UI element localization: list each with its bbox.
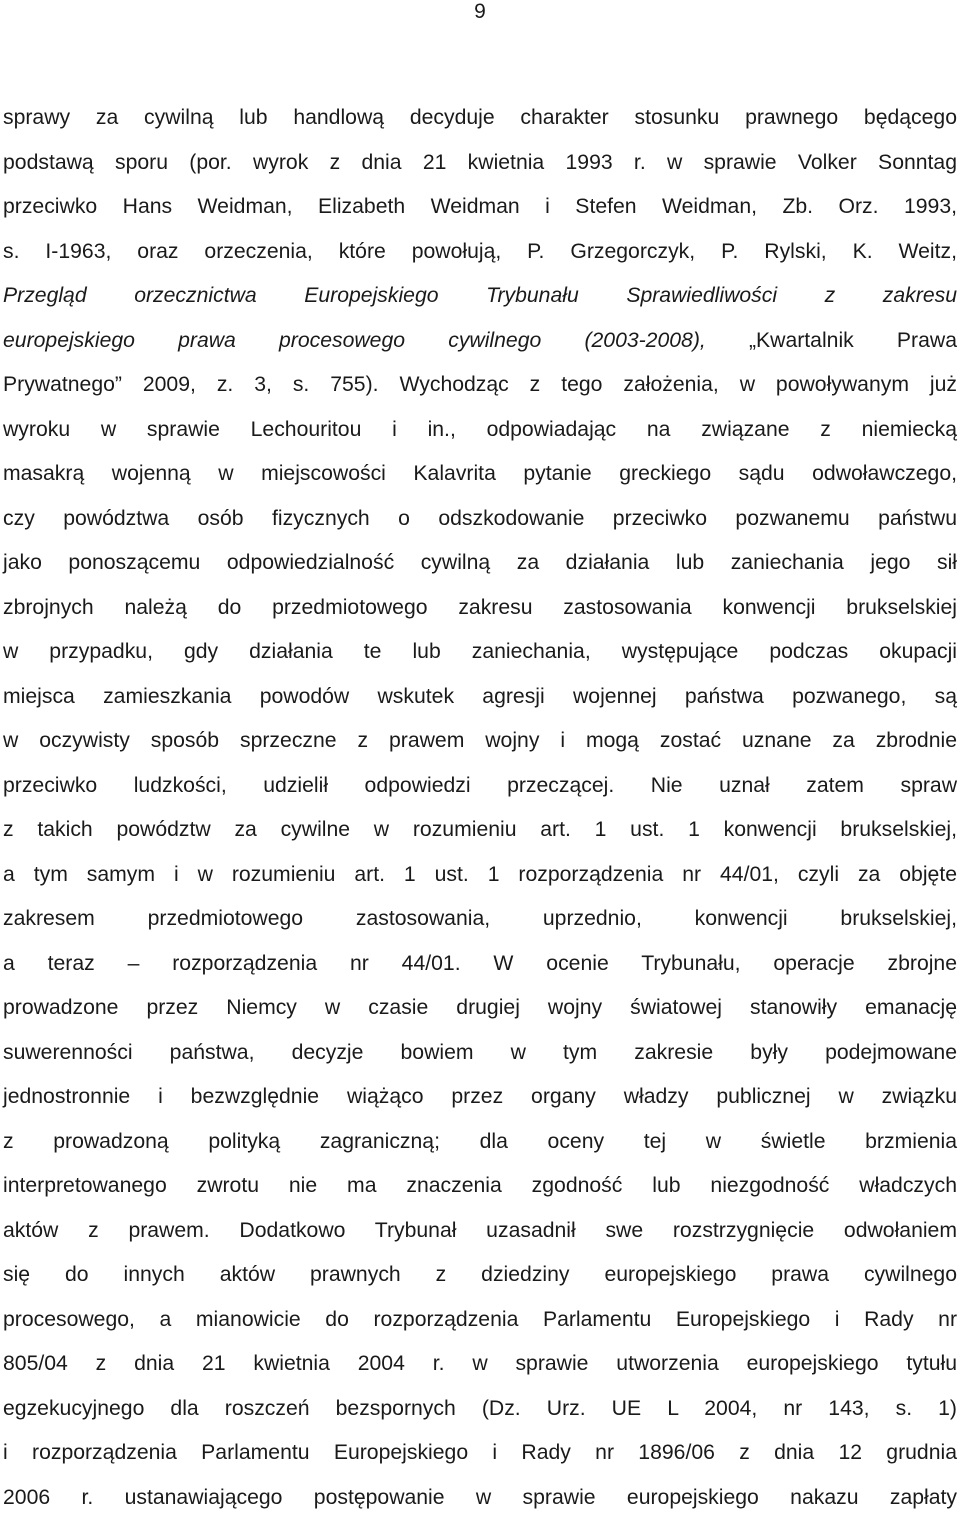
- page-number: 9: [0, 0, 960, 23]
- text-line: się do innych aktów prawnych z dziedziny europejskiego prawa cywilnego: [3, 1253, 957, 1298]
- text-line-mixed: [3, 319, 957, 364]
- text-line: zakresem przedmiotowego zastosowania, uprzednio, konwencji brukselskiej,: [3, 897, 957, 942]
- text-line: aktów z prawem. Dodatkowo Trybunał uzasadnił swe rozstrzygnięcie odwołaniem: [3, 1209, 957, 1254]
- text-line: w przypadku, gdy działania te lub zaniechania, występujące podczas okupacji: [3, 630, 957, 675]
- text-line: interpretowanego zwrotu nie ma znaczenia zgodność lub niezgodność władczych: [3, 1164, 957, 1209]
- plain-segment: „Kwartalnik Prawa: [706, 329, 957, 352]
- text-line: w oczywisty sposób sprzeczne z prawem wojny i mogą zostać uznane za zbrodnie: [3, 719, 957, 764]
- text-line: jako ponoszącemu odpowiedzialność cywilną za działania lub zaniechania jego sił: [3, 541, 957, 586]
- text-line: zbrojnych należą do przedmiotowego zakresu zastosowania konwencji brukselskiej: [3, 586, 957, 631]
- text-line: masakrą wojenną w miejscowości Kalavrita pytanie greckiego sądu odwoławczego,: [3, 452, 957, 497]
- text-line: jednostronnie i bezwzględnie wiążąco przez organy władzy publicznej w związku: [3, 1075, 957, 1120]
- text-line: suwerenności państwa, decyzje bowiem w tym zakresie były podejmowane: [3, 1031, 957, 1076]
- italic-segment: europejskiego prawa procesowego cywilnego (2003-2008),: [3, 329, 706, 352]
- text-line: przeciwko ludzkości, udzielił odpowiedzi przeczącej. Nie uznał zatem spraw: [3, 764, 957, 809]
- text-line: sprawy za cywilną lub handlową decyduje charakter stosunku prawnego będącego: [3, 96, 957, 141]
- text-line: prowadzone przez Niemcy w czasie drugiej wojny światowej stanowiły emanację: [3, 986, 957, 1031]
- body-text: [3, 96, 957, 1520]
- text-line: przeciwko Hans Weidman, Elizabeth Weidman i Stefen Weidman, Zb. Orz. 1993,: [3, 185, 957, 230]
- text-line: s. I-1963, oraz orzeczenia, które powołują, P. Grzegorczyk, P. Rylski, K. Weitz,: [3, 230, 957, 275]
- text-line: Prywatnego” 2009, z. 3, s. 755). Wychodząc z tego założenia, w powoływanym już: [3, 363, 957, 408]
- text-line: a tym samym i w rozumieniu art. 1 ust. 1 rozporządzenia nr 44/01, czyli za objęte: [3, 853, 957, 898]
- text-line: a teraz – rozporządzenia nr 44/01. W ocenie Trybunału, operacje zbrojne: [3, 942, 957, 987]
- text-line: miejsca zamieszkania powodów wskutek agresji wojennej państwa pozwanego, są: [3, 675, 957, 720]
- text-line: egzekucyjnego dla roszczeń bezspornych (Dz. Urz. UE L 2004, nr 143, s. 1): [3, 1387, 957, 1432]
- text-line: czy powództwa osób fizycznych o odszkodowanie przeciwko pozwanemu państwu: [3, 497, 957, 542]
- text-line: 2006 r. ustanawiającego postępowanie w sprawie europejskiego nakazu zapłaty: [3, 1476, 957, 1520]
- text-line: z prowadzoną polityką zagraniczną; dla oceny tej w świetle brzmienia: [3, 1120, 957, 1165]
- text-line: 805/04 z dnia 21 kwietnia 2004 r. w sprawie utworzenia europejskiego tytułu: [3, 1342, 957, 1387]
- text-line-italic: Przegląd orzecznictwa Europejskiego Trybunału Sprawiedliwości z zakresu: [3, 274, 957, 319]
- text-line: z takich powództw za cywilne w rozumieniu art. 1 ust. 1 konwencji brukselskiej,: [3, 808, 957, 853]
- text-line: wyroku w sprawie Lechouritou i in., odpowiadając na związane z niemiecką: [3, 408, 957, 453]
- text-line: podstawą sporu (por. wyrok z dnia 21 kwietnia 1993 r. w sprawie Volker Sonntag: [3, 141, 957, 186]
- text-line: i rozporządzenia Parlamentu Europejskiego i Rady nr 1896/06 z dnia 12 grudnia: [3, 1431, 957, 1476]
- text-line: procesowego, a mianowicie do rozporządzenia Parlamentu Europejskiego i Rady nr: [3, 1298, 957, 1343]
